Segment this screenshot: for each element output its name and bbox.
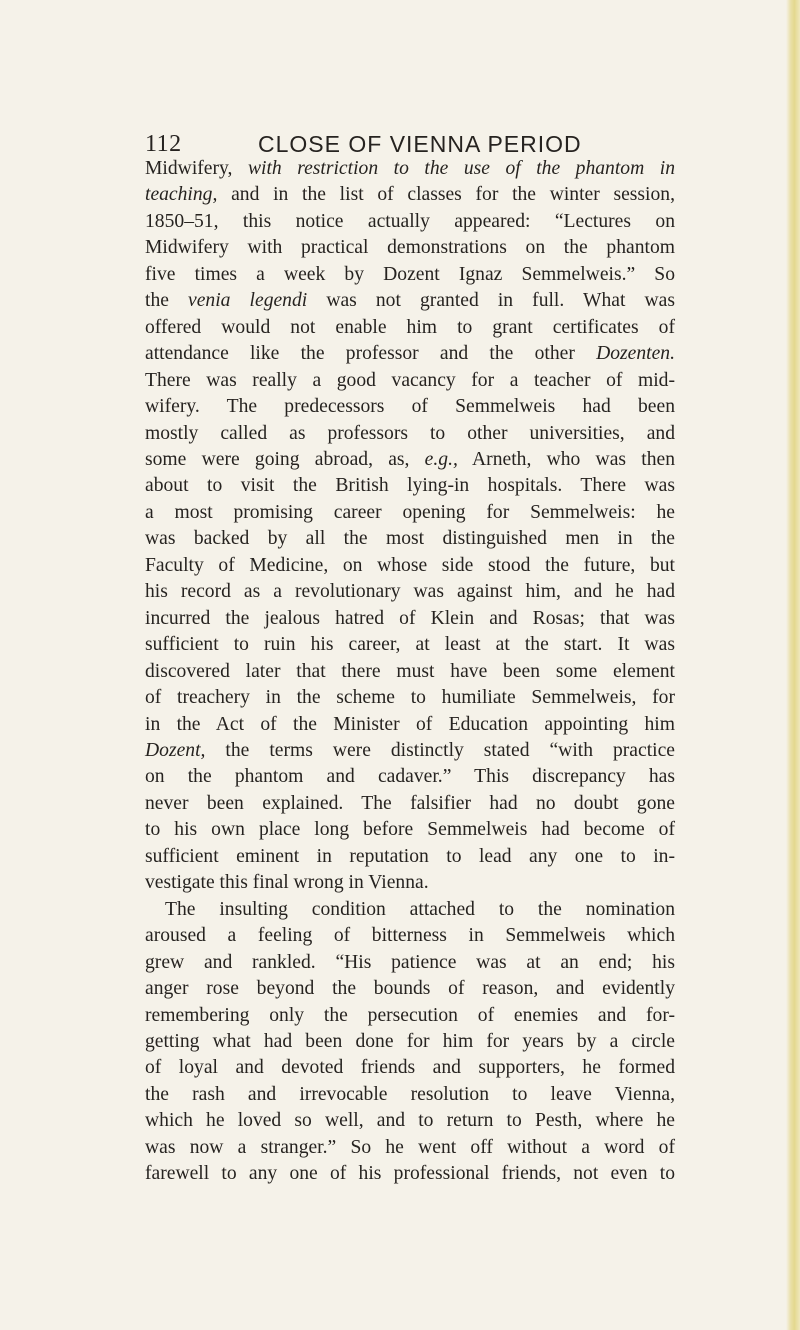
text-line	[145, 897, 675, 923]
text-line	[145, 870, 675, 896]
text-line	[145, 156, 675, 182]
text-line	[145, 288, 675, 314]
text-line	[145, 341, 675, 367]
text-segment: the rash and irrevocable resolution to leave Vienna,	[145, 1083, 675, 1105]
italic-text: Dozent,	[145, 739, 206, 761]
text-line	[145, 447, 675, 473]
text-line	[145, 1108, 675, 1134]
text-line	[145, 1029, 675, 1055]
text-line	[145, 659, 675, 685]
text-segment: Midwifery with practical demonstrations on the phantom	[145, 237, 675, 259]
italic-text: teaching,	[145, 184, 218, 206]
text-line	[145, 1161, 675, 1187]
page-edge	[786, 0, 800, 1330]
text-segment: his record as a revolutionary was against him, and he had	[145, 581, 675, 603]
text-segment: offered would not enable him to grant certificates of	[145, 316, 675, 338]
text-segment: was backed by all the most distinguished men in the	[145, 528, 675, 550]
italic-text: Dozenten.	[596, 343, 675, 365]
page-number: 112	[145, 131, 182, 157]
text-segment: five times a week by Dozent Ignaz Semmelweis.” So	[145, 263, 675, 285]
text-segment: the terms were distinctly stated “with practice	[205, 739, 675, 761]
text-line	[145, 738, 675, 764]
text-segment: on the phantom and cadaver.” This discrepancy has	[145, 766, 675, 788]
text-line	[145, 394, 675, 420]
text-line	[145, 1055, 675, 1081]
text-segment: of loyal and devoted friends and supporters, he formed	[145, 1057, 675, 1079]
text-segment: There was really a good vacancy for a teacher of mid-	[145, 369, 675, 391]
text-segment: 1850–51, this notice actually appeared: “Lectures on	[145, 210, 675, 232]
text-line	[145, 553, 675, 579]
text-line	[145, 182, 675, 208]
text-segment: wifery. The predecessors of Semmelweis had been	[145, 396, 675, 418]
text-segment: anger rose beyond the bounds of reason, and evidently	[145, 978, 675, 1000]
text-segment: farewell to any one of his professional friends, not even to	[145, 1163, 675, 1185]
italic-text: with restriction to the use of the phantom in	[247, 158, 675, 179]
text-segment: was not granted in full. What was	[307, 290, 675, 312]
text-line	[145, 764, 675, 790]
text-segment: sufficient eminent in reputation to lead any one to in-	[145, 845, 675, 867]
text-segment: Arneth, who was then	[457, 448, 675, 470]
text-line	[145, 632, 675, 658]
text-segment: vestigate this final wrong in Vienna.	[145, 872, 429, 894]
text-line	[145, 209, 675, 235]
text-segment: attendance like the professor and the other	[145, 343, 597, 365]
body-text	[145, 156, 675, 1188]
running-head: CLOSE OF VIENNA PERIOD	[258, 131, 582, 157]
text-segment: and in the list of classes for the winter session,	[217, 184, 675, 206]
text-line	[145, 712, 675, 738]
italic-text: venia legendi	[188, 290, 308, 312]
text-line	[145, 1082, 675, 1108]
text-line	[145, 606, 675, 632]
text-segment: Midwifery,	[145, 158, 248, 179]
text-segment: in the Act of the Minister of Education appointing him	[145, 713, 675, 735]
text-line	[145, 315, 675, 341]
text-line	[145, 262, 675, 288]
text-segment: which he loved so well, and to return to Pesth, where he	[145, 1110, 675, 1132]
text-line	[145, 368, 675, 394]
text-line	[145, 950, 675, 976]
text-segment: discovered later that there must have been some element	[145, 660, 675, 682]
text-line	[145, 817, 675, 843]
text-line	[145, 976, 675, 1002]
text-line	[145, 1003, 675, 1029]
text-segment: some were going abroad, as,	[145, 448, 425, 470]
text-segment: about to visit the British lying-in hospitals. There was	[145, 475, 675, 497]
text-line	[145, 579, 675, 605]
text-line	[145, 844, 675, 870]
text-segment: remembering only the persecution of enemies and for-	[145, 1004, 675, 1026]
text-segment: The insulting condition attached to the nomination	[165, 898, 675, 920]
text-line	[145, 1135, 675, 1161]
text-line	[145, 923, 675, 949]
text-line	[145, 473, 675, 499]
text-segment: aroused a feeling of bitterness in Semmelweis which	[145, 925, 675, 947]
text-segment: of treachery in the scheme to humiliate Semmelweis, for	[145, 687, 675, 709]
text-line	[145, 235, 675, 261]
italic-text: e.g.,	[424, 448, 458, 470]
text-segment: sufficient to ruin his career, at least at the start. It was	[145, 634, 675, 656]
text-segment: to his own place long before Semmelweis had become of	[145, 819, 675, 841]
text-segment: getting what had been done for him for years by a circle	[145, 1030, 675, 1052]
text-line	[145, 500, 675, 526]
text-line	[145, 791, 675, 817]
text-line	[145, 526, 675, 552]
text-line	[145, 685, 675, 711]
text-segment: never been explained. The falsifier had no doubt gone	[145, 792, 675, 814]
text-segment: Faculty of Medicine, on whose side stood the future, but	[145, 554, 675, 576]
text-segment: the	[145, 290, 189, 312]
text-line	[145, 421, 675, 447]
text-segment: was now a stranger.” So he went off without a word of	[145, 1136, 675, 1158]
text-segment: mostly called as professors to other universities, and	[145, 422, 675, 444]
text-segment: incurred the jealous hatred of Klein and Rosas; that was	[145, 607, 675, 629]
text-segment: grew and rankled. “His patience was at an end; his	[145, 951, 675, 973]
text-segment: a most promising career opening for Semmelweis: he	[145, 501, 675, 523]
